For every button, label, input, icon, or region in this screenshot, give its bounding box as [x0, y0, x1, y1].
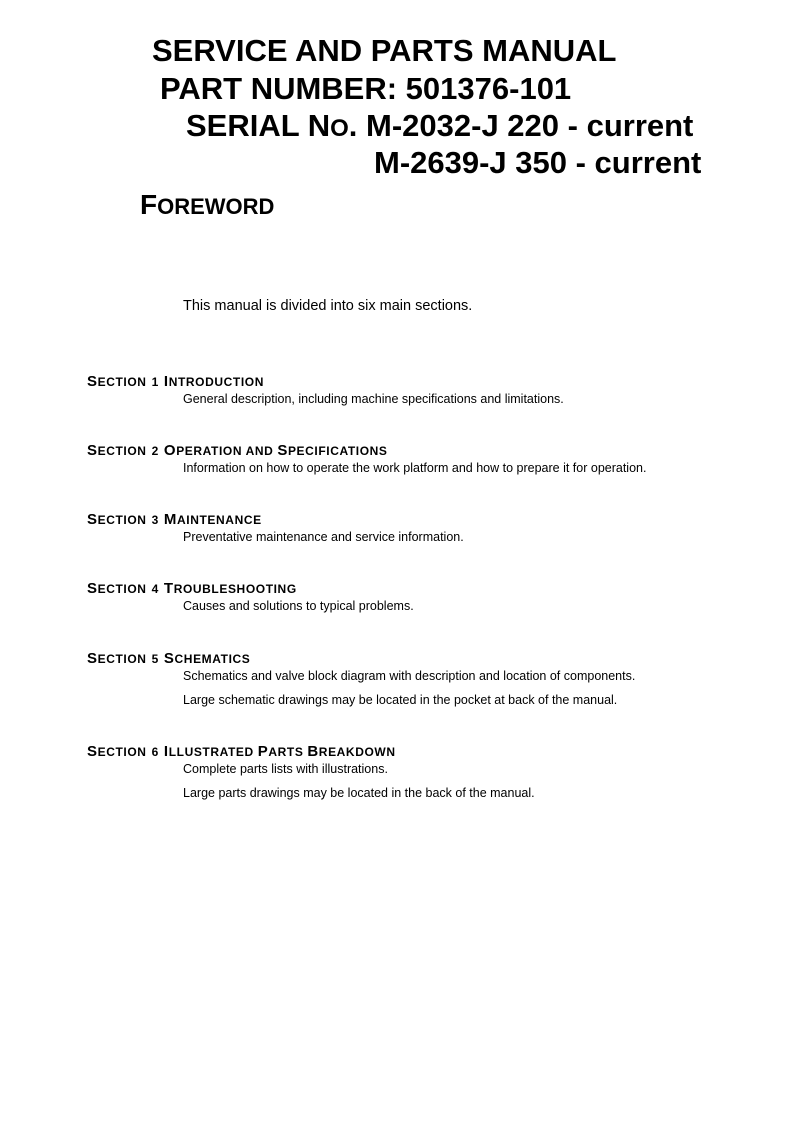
section-title: SECTION 6 ILLUSTRATED PARTS BREAKDOWN: [87, 743, 396, 760]
section-2: [87, 442, 646, 476]
manual-title: SERVICE AND PARTS MANUAL: [152, 33, 617, 68]
section-title: SECTION 3 MAINTENANCE: [87, 511, 262, 528]
section-title: SECTION 2 OPERATION AND SPECIFICATIONS: [87, 442, 388, 459]
section-description: Information on how to operate the work platform and how to prepare it for operation.: [183, 461, 647, 475]
foreword-heading: FOREWORD: [140, 189, 275, 220]
section-title: SECTION 5 SCHEMATICS: [87, 650, 251, 667]
section-description: Causes and solutions to typical problems.: [183, 599, 414, 613]
section-description: Large parts drawings may be located in the back of the manual.: [183, 786, 535, 800]
section-1: [87, 373, 564, 407]
serial-number-line-2: M-2639-J 350 - current: [374, 145, 702, 180]
section-description: Schematics and valve block diagram with description and location of components.: [183, 669, 636, 683]
section-description: Complete parts lists with illustrations.: [183, 762, 388, 776]
section-title: SECTION 4 TROUBLESHOOTING: [87, 580, 297, 597]
serial-number-line-1: SERIAL NO. M-2032-J 220 - current: [186, 108, 694, 143]
section-description: Large schematic drawings may be located in the pocket at back of the manual.: [183, 693, 618, 707]
section-3: [87, 511, 464, 545]
part-number: PART NUMBER: 501376-101: [160, 71, 572, 106]
section-description: Preventative maintenance and service information.: [183, 530, 464, 544]
intro-text: This manual is divided into six main sections.: [183, 298, 473, 314]
section-description: General description, including machine specifications and limitations.: [183, 392, 564, 406]
section-title: SECTION 1 INTRODUCTION: [87, 373, 264, 390]
section-6: [87, 743, 535, 801]
section-4: [87, 580, 414, 614]
section-5: [87, 650, 635, 708]
